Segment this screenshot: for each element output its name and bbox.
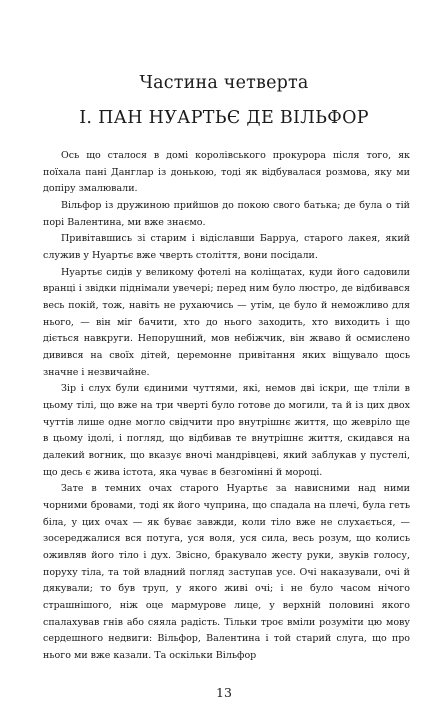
chapter-title: I. ПАН НУАРТЬЄ ДЕ ВІЛЬФОР <box>79 108 369 128</box>
part-title: Частина четверта <box>139 73 309 93</box>
paragraph: Нуартьє сидів у великому фотелі на коліщатах, куди його садовили вранці і звідки піднімали увечері; перед ним було люстро, де відбивався весь покій, тож, навіть не рухаючись — утім, це було й неможливо для нього, — він міг бачити, хто до нього заходить, хто виходить і що діється навкруги. Непорушний, мов небіжчик, він жваво й осмислено дивився на своїх дітей, церемонне привітання яких віщувало щось значне і незвичайне. <box>43 266 410 378</box>
paragraph: Зате в темних очах старого Нуартьє за нависними над ними чорними бровами, тоді як його чуприна, що спадала на плечі, була геть біла, у цих очах — як буває завжди, коли тіло вже не слухається, — зосереджалися вся потуга, уся воля, уся сила, весь розум, що колись оживляв його тіло і дух. Звісно, бракувало жесту руки, звуків голосу, поруху тіла, та той владний погляд заступав усе. Очі наказували, очі й дякували; то був труп, у якого живі очі; і не було часом нічого страшнішого, ніж оце мармурове лице, у верхній половині якого спалахував гнів або сяяла радість. Тільки троє вміли розуміти цю мову сердешного недвиги: Вільфор, Валентина і той старий слуга, що про нього ми вже казали. Та оскільки Вільфор <box>43 483 410 662</box>
paragraph: Ось що сталося в домі королівського прокурора після того, як поїхала пані Данглар із донькою, тоді як відбувалася розмова, яку ми допіру змалювали. <box>43 150 410 195</box>
paragraph: Зір і слух були єдиними чуттями, які, немов дві іскри, ще тліли в цьому тілі, що вже на три чверті було готове до могили, та й із цих двох чуттів лише одне могло свідчити про внутрішнє життя, що жевріло ще в цьому ідолі, і погляд, що відбивав те внутрішнє життя, скидався на далекий вогник, що вказує вночі мандрівцеві, який заблукав у пустелі, що десь є жива істота, яка чуває в безгомінні й мороці. <box>43 383 410 478</box>
page-number: 13 <box>216 685 232 700</box>
paragraph: Привітавшись зі старим і відіславши Барруа, старого лакея, який служив у Нуартьє вже чверть століття, вони посідали. <box>43 233 410 262</box>
body-text <box>43 148 410 665</box>
paragraph: Вільфор із дружиною прийшов до покою свого батька; де була о тій порі Валентина, ми вже знаємо. <box>43 200 410 228</box>
